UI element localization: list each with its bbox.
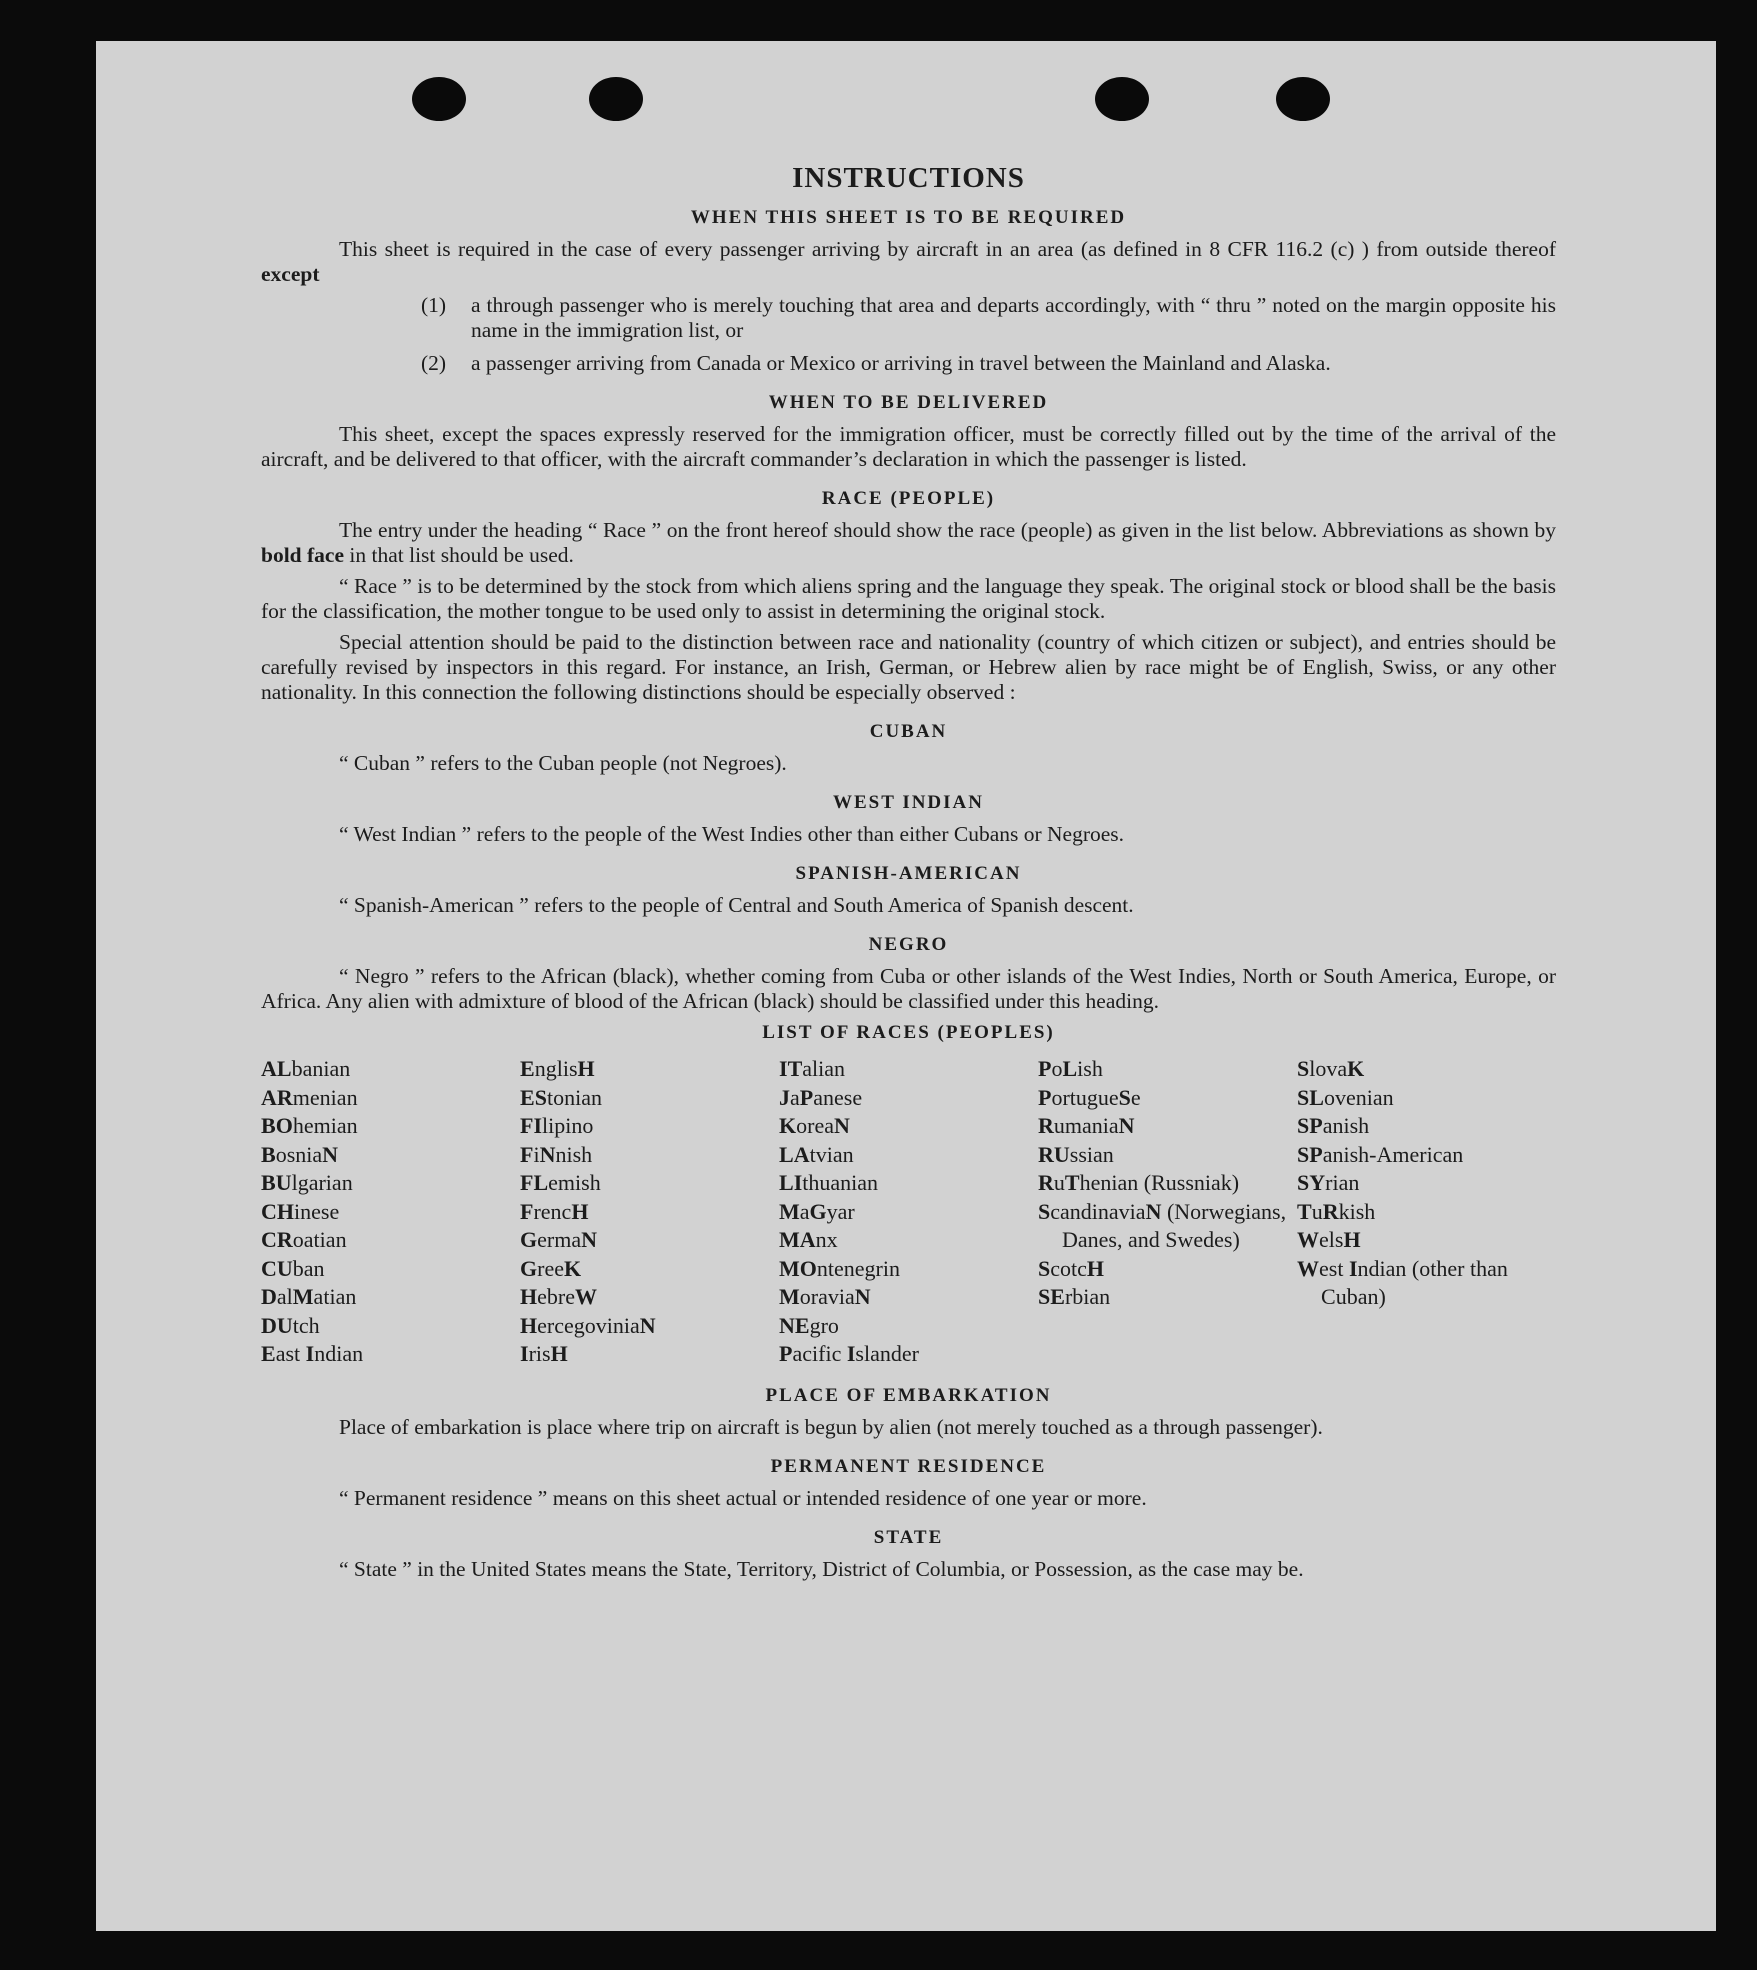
race-entry: GreeK xyxy=(520,1255,582,1281)
heading-state: STATE xyxy=(873,1526,944,1548)
race-entry: ARmenian xyxy=(261,1084,358,1110)
race-entry: SErbian xyxy=(1038,1284,1111,1309)
cuban-text: “ Cuban ” refers to the Cuban people (not Negroes). xyxy=(339,751,787,775)
heading-embarkation: PLACE OF EMBARKATION xyxy=(765,1384,1052,1406)
race-entry: JaPanese xyxy=(779,1084,863,1110)
race-entry: East Indian xyxy=(261,1341,364,1366)
punch-hole-4 xyxy=(1276,77,1330,121)
race-list xyxy=(261,1055,1556,1369)
race-entry: KoreaN xyxy=(779,1113,850,1138)
race-entry: FIlipino xyxy=(520,1113,594,1138)
spanish-american-text: “ Spanish-American ” refers to the people of Central and South America of Spanish descent. xyxy=(339,893,1134,917)
exception-item-2: (2) a passenger arriving from Canada or Mexico or arriving in travel between the Mainland and Alaska. xyxy=(421,351,1331,375)
race-entry: PoLish xyxy=(1038,1056,1103,1081)
race-paragraph-1: The entry under the heading “ Race ” on the front hereof should show the race (people) as given in the list below. Abbreviations as shown by bold face in that list should be used. xyxy=(261,518,1556,567)
race-column-4 xyxy=(1038,1055,1297,1369)
race-entry: PortugueSe xyxy=(1038,1084,1141,1110)
race-entry: SLovenian xyxy=(1297,1084,1394,1110)
race-entry: SPanish-American xyxy=(1297,1141,1464,1167)
race-entry: TuRkish xyxy=(1297,1198,1376,1224)
when-required-intro: This sheet is required in the case of every passenger arriving by aircraft in an area (as defined in 8 CFR 116.2 (c) ) from outside thereof except xyxy=(261,237,1556,286)
race-entry: MoraviaN xyxy=(779,1284,871,1309)
embarkation-text: Place of embarkation is place where trip on aircraft is begun by alien (not merely touched as a through passenger). xyxy=(339,1414,1323,1439)
race-entry: SlovaK xyxy=(1297,1056,1365,1081)
document-title: INSTRUCTIONS xyxy=(792,162,1025,194)
exception-item-1: (1) a through passenger who is merely touching that area and departs accordingly, with “ thru ” noted on the margin opposite his name in the immigration list, or xyxy=(421,293,1556,342)
race-entry: RumaniaN xyxy=(1038,1113,1135,1138)
residence-text: “ Permanent residence ” means on this sheet actual or intended residence of one year or more. xyxy=(339,1485,1147,1510)
race-entry: SYrian xyxy=(1297,1170,1360,1195)
punch-hole-1 xyxy=(412,77,466,121)
item-number: (1) xyxy=(421,293,447,317)
race-entry: EnglisH xyxy=(520,1056,595,1081)
race-entry: IrisH xyxy=(520,1341,568,1366)
heading-west-indian: WEST INDIAN xyxy=(833,792,984,813)
race-entry: NEgro xyxy=(779,1312,839,1338)
item-number: (2) xyxy=(421,351,447,375)
race-entry: ScandinaviaN (Norwegians, Danes, and Swedes) xyxy=(1038,1198,1287,1252)
negro-text: “ Negro ” refers to the African (black), whether coming from Cuba or other islands of the West Indies, North or South America, Europe, or Africa. Any alien with admixture of blood of the African (black) should be classified under this heading. xyxy=(261,964,1556,1013)
race-entry: DUtch xyxy=(261,1312,320,1338)
heading-list-of-races: LIST OF RACES (PEOPLES) xyxy=(762,1022,1055,1043)
race-entry: Pacific Islander xyxy=(779,1341,919,1366)
race-column-3 xyxy=(779,1055,1038,1369)
race-entry: ITalian xyxy=(779,1056,846,1081)
race-entry: CHinese xyxy=(261,1198,340,1224)
race-entry: WelsH xyxy=(1297,1227,1361,1252)
race-entry: BOhemian xyxy=(261,1113,358,1138)
race-entry: BUlgarian xyxy=(261,1170,353,1195)
instruction-sheet xyxy=(96,41,1716,1931)
heading-cuban: CUBAN xyxy=(869,721,948,742)
race-entry: CRoatian xyxy=(261,1227,347,1252)
race-paragraph-3: Special attention should be paid to the distinction between race and nationality (country of which citizen or subject), and entries should be carefully revised by inspectors in this regard. For instance, an Irish, German, or Hebrew alien by race might be of English, Swiss, or any other nationality. In this connection the following distinctions should be especially observed : xyxy=(261,630,1556,704)
heading-race: RACE (PEOPLE) xyxy=(821,488,996,509)
race-entry: RUssian xyxy=(1038,1141,1114,1167)
race-entry: FrencH xyxy=(520,1198,589,1224)
race-entry: SPanish xyxy=(1297,1113,1370,1138)
heading-spanish-american: SPANISH-AMERICAN xyxy=(795,863,1022,884)
race-entry: LIthuanian xyxy=(779,1170,879,1195)
state-text: “ State ” in the United States means the State, Territory, District of Columbia, or Possession, as the case may be. xyxy=(339,1556,1304,1581)
race-entry: MAnx xyxy=(779,1227,838,1252)
race-entry: DalMatian xyxy=(261,1284,357,1309)
race-entry: ScotcH xyxy=(1038,1255,1105,1281)
race-entry: West Indian (other than Cuban) xyxy=(1297,1255,1508,1309)
race-entry: RuThenian (Russniak) xyxy=(1038,1170,1240,1195)
except-keyword: except xyxy=(261,262,320,286)
punch-hole-2 xyxy=(589,77,643,121)
race-paragraph-2: “ Race ” is to be determined by the stock from which aliens spring and the language they speak. The original stock or blood shall be the basis for the classification, the mother tongue to be used only to assist in determining the original stock. xyxy=(261,574,1556,623)
race-entry: ALbanian xyxy=(261,1056,351,1081)
punch-hole-3 xyxy=(1095,77,1149,121)
when-delivered-text: This sheet, except the spaces expressly reserved for the immigration officer, must be correctly filled out by the time of the arrival of the aircraft, and be delivered to that officer, with the aircraft commander’s declaration in which the passenger is listed. xyxy=(261,422,1556,471)
race-entry: MOntenegrin xyxy=(779,1255,900,1281)
race-entry: EStonian xyxy=(520,1084,602,1110)
race-column-1 xyxy=(261,1055,520,1369)
race-entry: BosniaN xyxy=(261,1141,339,1167)
race-entry: HebreW xyxy=(520,1284,597,1309)
race-entry: FLemish xyxy=(520,1170,601,1195)
heading-permanent-residence: PERMANENT RESIDENCE xyxy=(770,1455,1047,1477)
west-indian-text: “ West Indian ” refers to the people of the West Indies other than either Cubans or Negroes. xyxy=(339,822,1125,846)
heading-when-required: WHEN THIS SHEET IS TO BE REQUIRED xyxy=(690,207,1127,228)
race-entry: HercegoviniaN xyxy=(520,1312,656,1338)
heading-when-delivered: WHEN TO BE DELIVERED xyxy=(768,392,1049,413)
document-body xyxy=(261,162,1556,1588)
race-entry: GermaN xyxy=(520,1227,597,1252)
race-column-2 xyxy=(520,1055,779,1369)
heading-negro: NEGRO xyxy=(868,934,949,955)
race-entry: CUban xyxy=(261,1255,325,1281)
race-column-5 xyxy=(1297,1055,1556,1369)
race-entry: FiNnish xyxy=(520,1141,593,1167)
race-entry: MaGyar xyxy=(779,1198,855,1224)
race-entry: LAtvian xyxy=(779,1141,854,1167)
